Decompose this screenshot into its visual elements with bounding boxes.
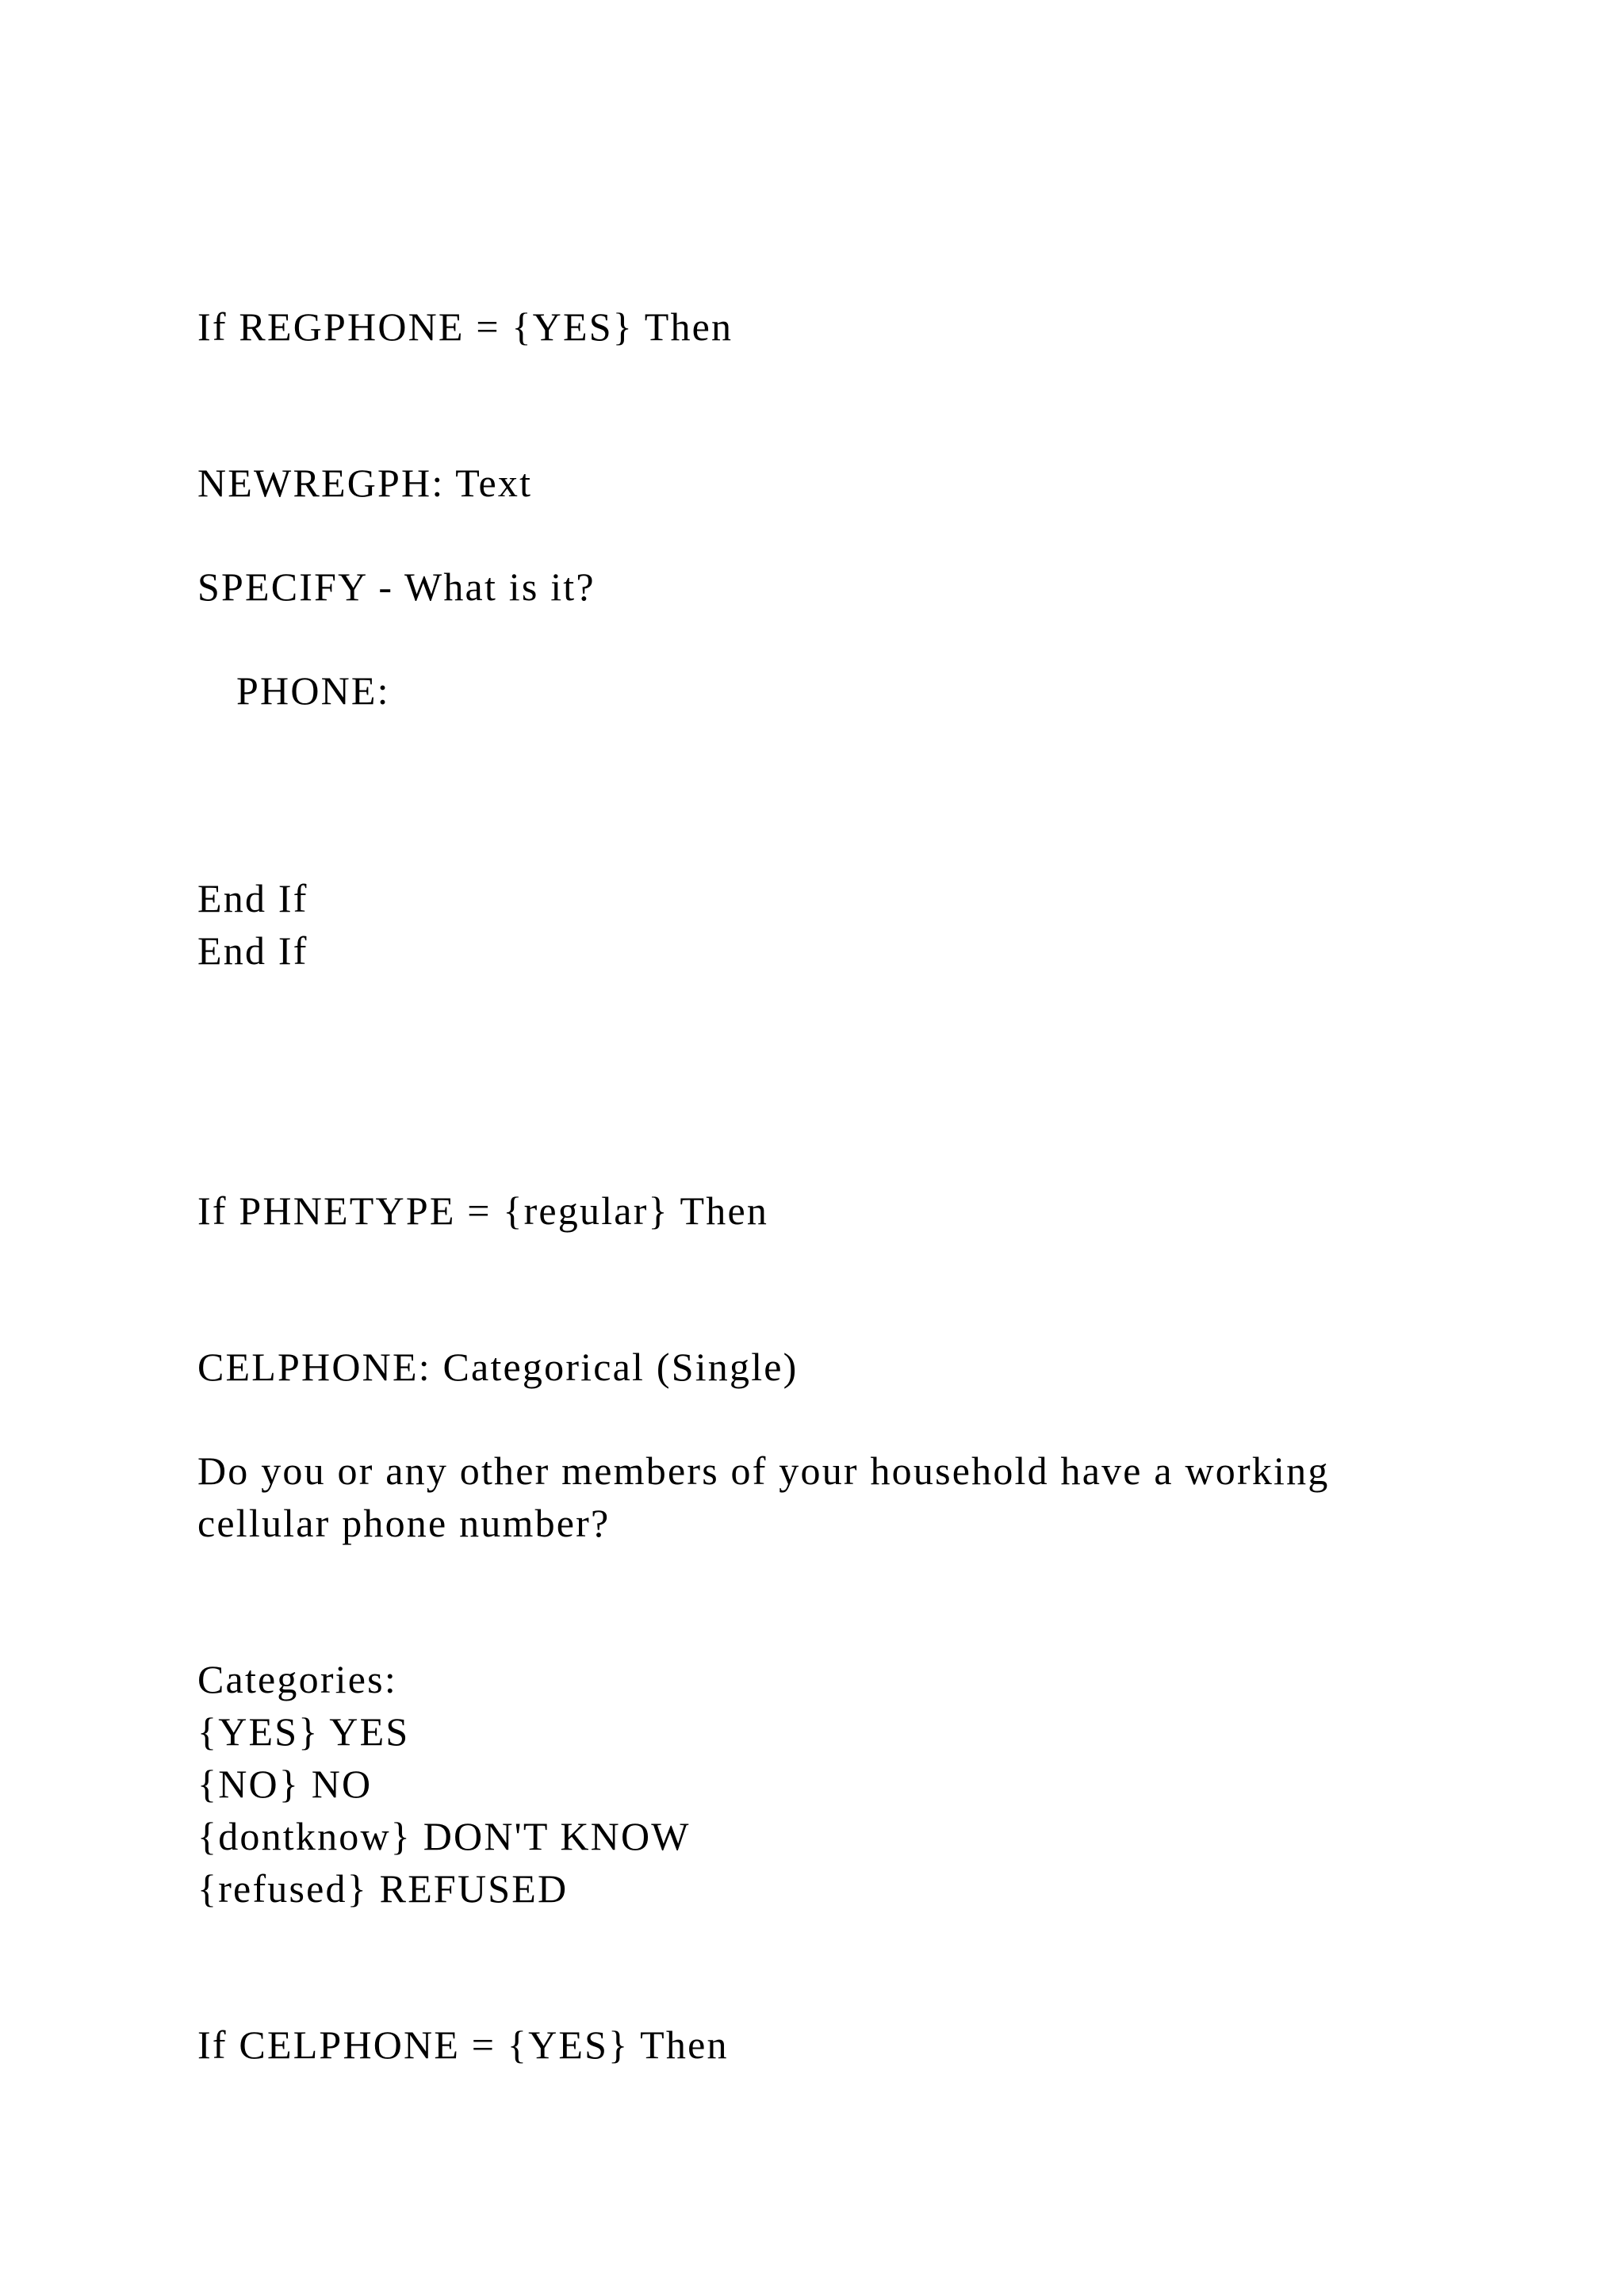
celphone-question-text: Do you or any other members of your household have a working <box>197 1448 1330 1493</box>
if-celphone-condition: If CELPHONE = {YES} Then <box>197 2022 729 2067</box>
category-option: {NO} NO <box>197 1762 373 1806</box>
newregph-question-text: SPECIFY - What is it? <box>197 564 596 609</box>
if-regphone-condition: If REGPHONE = {YES} Then <box>197 304 733 349</box>
categories-heading: Categories: <box>197 1657 397 1701</box>
newregph-field-definition: NEWREGPH: Text <box>197 461 533 505</box>
phone-label: PHONE: <box>236 668 390 713</box>
if-phnetype-condition: If PHNETYPE = {regular} Then <box>197 1188 769 1233</box>
celphone-field-definition: CELPHONE: Categorical (Single) <box>197 1345 799 1389</box>
celphone-question-text-continued: cellular phone number? <box>197 1501 611 1545</box>
category-option: {YES} YES <box>197 1709 410 1754</box>
category-option: {refused} REFUSED <box>197 1866 569 1911</box>
category-option: {dontknow} DON'T KNOW <box>197 1814 691 1858</box>
end-if-statement: End If <box>197 876 308 920</box>
end-if-statement: End If <box>197 928 308 973</box>
